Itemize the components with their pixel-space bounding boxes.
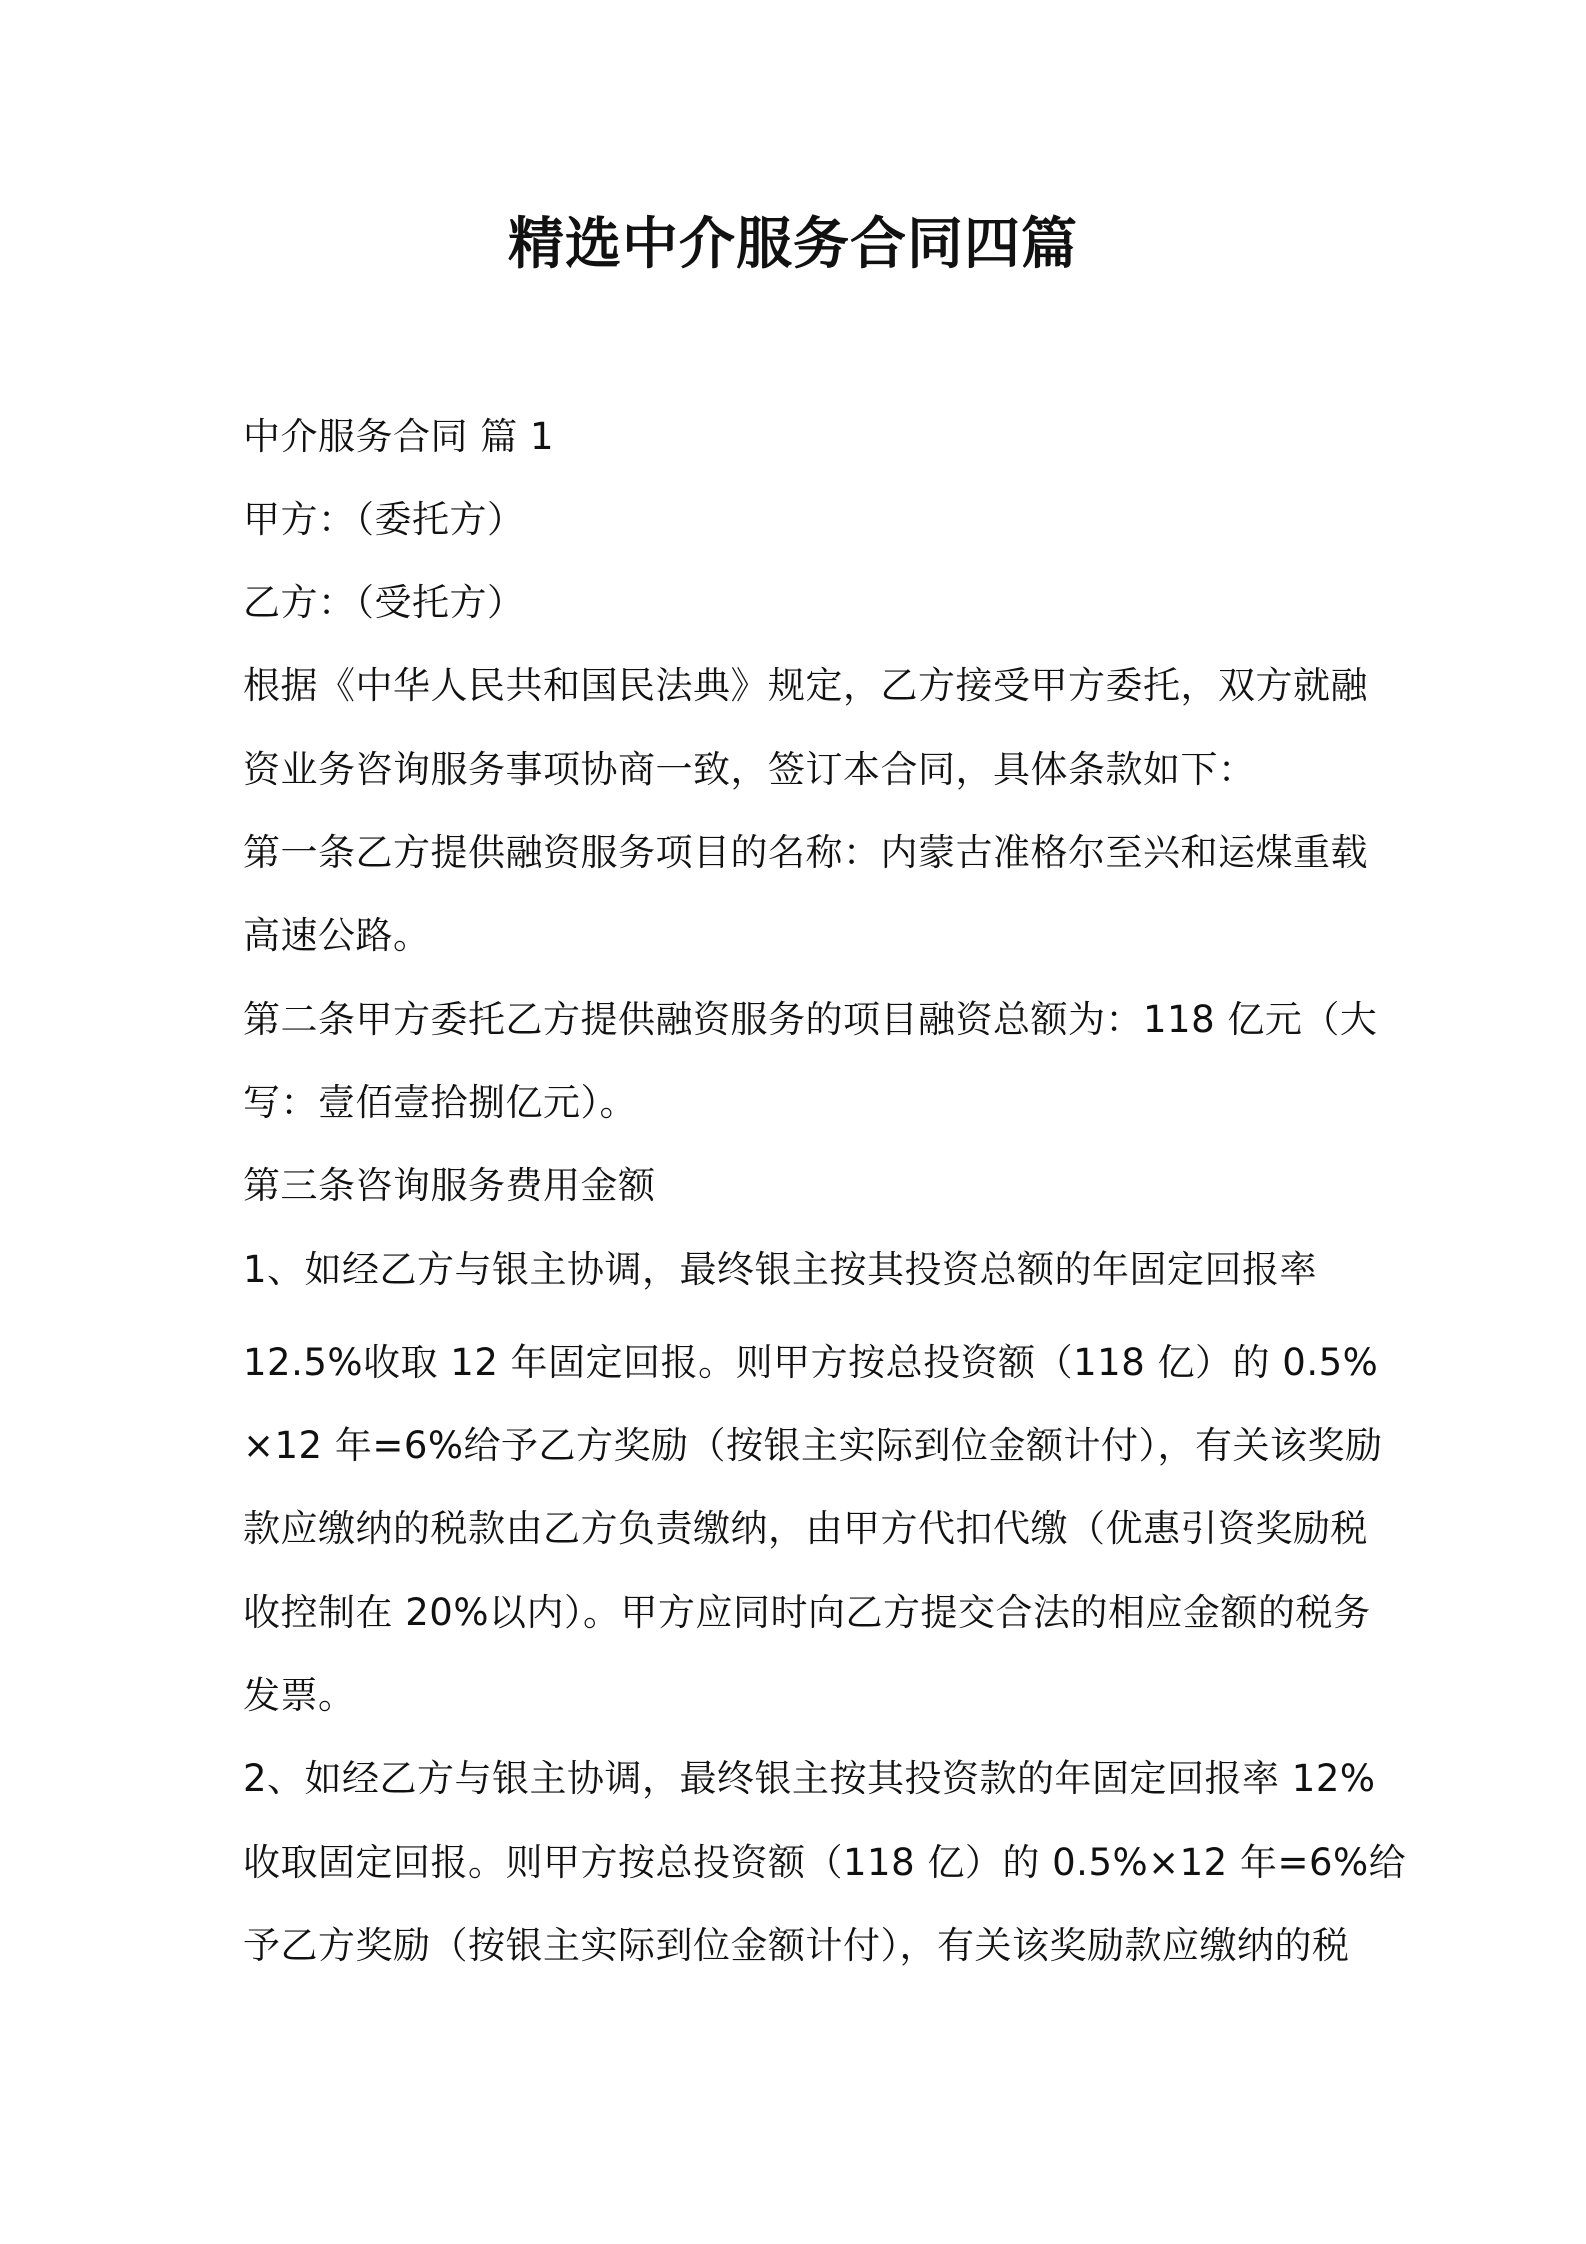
text-line: 发票。	[243, 1674, 356, 1717]
text-line: 12.5%收取 12 年固定回报。则甲方按总投资额（118 亿）的 0.5%	[243, 1341, 1379, 1384]
text-line: ×12 年=6%给予乙方奖励（按银主实际到位金额计付），有关该奖励	[243, 1424, 1383, 1467]
text-line: 高速公路。	[243, 914, 431, 957]
section-heading: 中介服务合同 篇 1	[243, 415, 555, 458]
document-title: 精选中介服务合同四篇	[508, 212, 1078, 277]
text-line: 1、如经乙方与银主协调，最终银主按其投资总额的年固定回报率	[243, 1248, 1318, 1291]
text-line: 收取固定回报。则甲方按总投资额（118 亿）的 0.5%×12 年=6%给	[243, 1841, 1407, 1884]
text-line: 予乙方奖励（按银主实际到位金额计付），有关该奖励款应缴纳的税	[243, 1924, 1350, 1967]
text-line: 写：壹佰壹拾捌亿元）。	[243, 1081, 637, 1124]
text-line: 第三条咨询服务费用金额	[243, 1164, 656, 1207]
text-line: 2、如经乙方与银主协调，最终银主按其投资款的年固定回报率 12%	[243, 1757, 1376, 1800]
text-line: 资业务咨询服务事项协商一致，签订本合同，具体条款如下：	[243, 748, 1256, 791]
text-line: 第一条乙方提供融资服务项目的名称：内蒙古准格尔至兴和运煤重载	[243, 831, 1368, 874]
text-line: 根据《中华人民共和国民法典》规定，乙方接受甲方委托，双方就融	[243, 664, 1368, 707]
text-line: 第二条甲方委托乙方提供融资服务的项目融资总额为：118 亿元（大	[243, 998, 1378, 1041]
text-line: 款应缴纳的税款由乙方负责缴纳，由甲方代扣代缴（优惠引资奖励税	[243, 1507, 1368, 1550]
party-b-line: 乙方：（受托方）	[243, 581, 525, 624]
text-line: 收控制在 20%以内）。甲方应同时向乙方提交合法的相应金额的税务	[243, 1591, 1371, 1634]
party-a-line: 甲方：（委托方）	[243, 498, 525, 541]
